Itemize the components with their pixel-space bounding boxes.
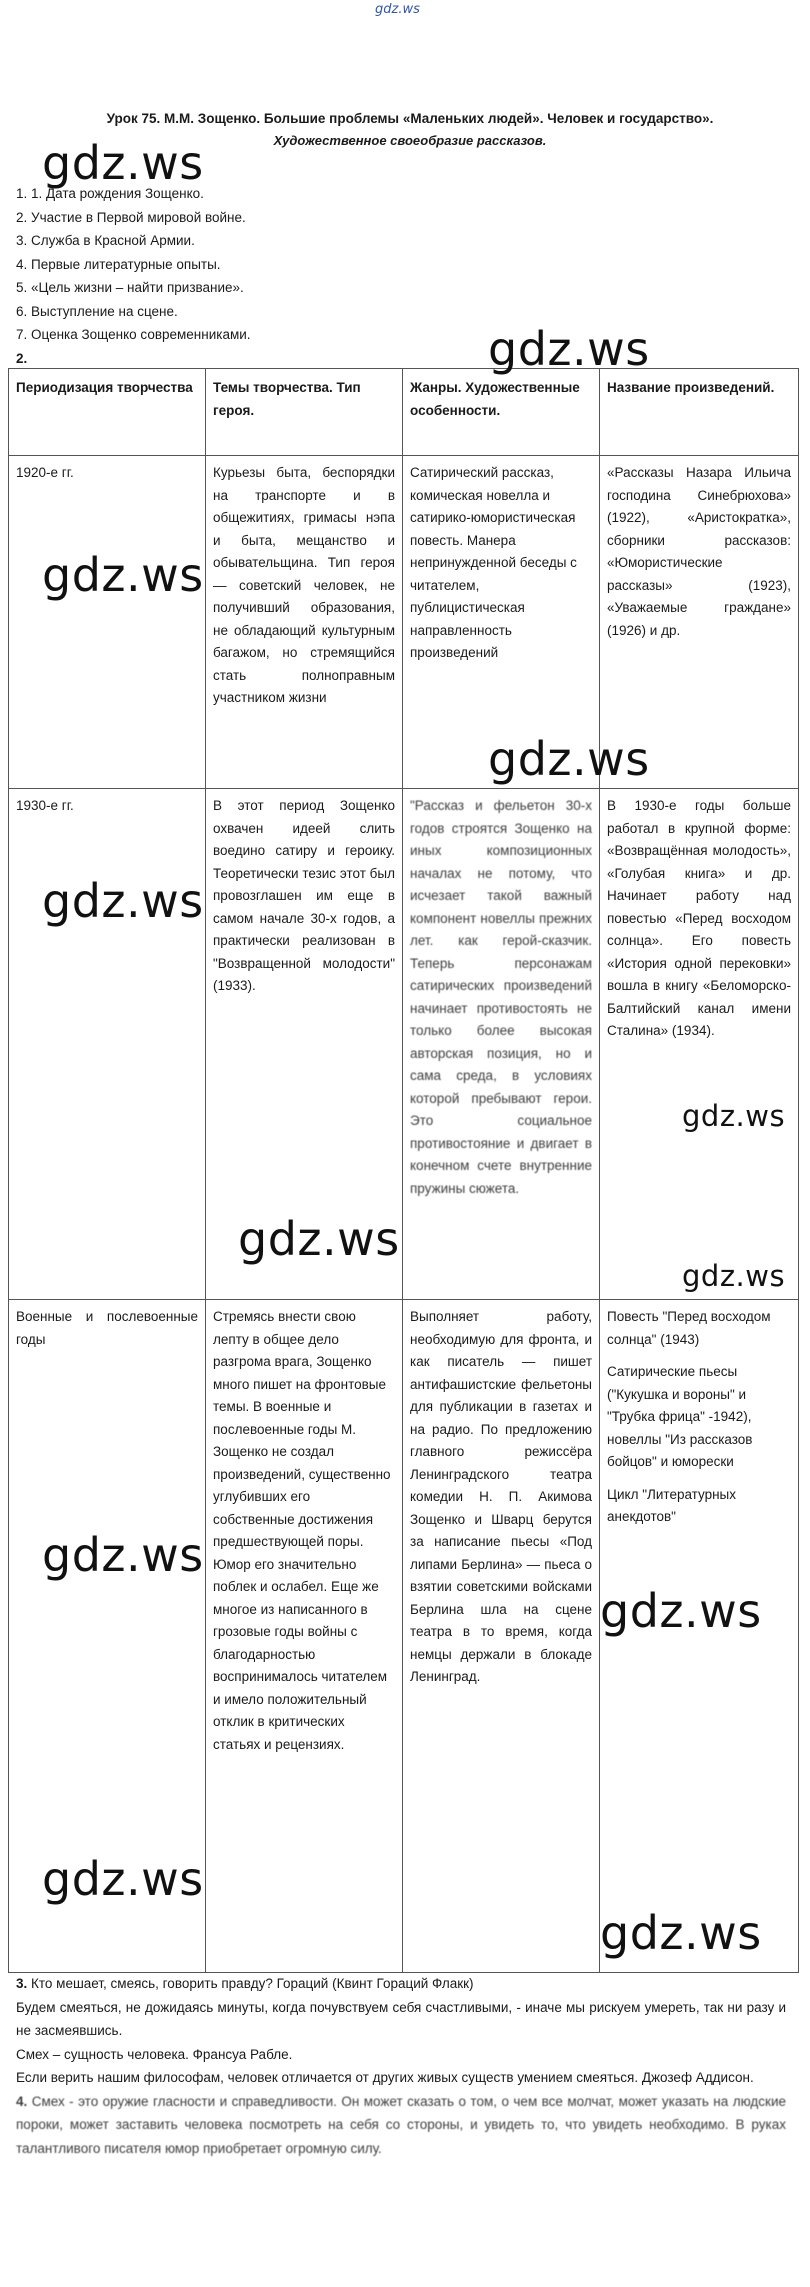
answers-section xyxy=(16,1972,786,2160)
answer-4 xyxy=(16,2090,786,2161)
watermark: gdz.ws xyxy=(42,874,204,928)
answer-3-number: 3. xyxy=(16,1976,28,1991)
genres-cell: Выполняет работу, необходимую для фронта, и как писатель — пишет антифашистские фельетоны для публикации в газетах и на радио. По предложению главного режиссёра Ленинградского театра комедии Н. П. Акимова Зощенко и Шварц берутся за написание пьесы «Под липами Берлина» — пьеса о взятии советскими войсками Берлина шла на сцене театра в то время, когда немцы держали в блокаде Ленинград. xyxy=(403,1300,600,1973)
watermark: gdz.ws xyxy=(42,1852,204,1906)
plan-item: 1. 1. Дата рождения Зощенко. xyxy=(16,186,204,201)
themes-cell: В этот период Зощенко охвачен идеей слить воедино сатиру и героику. Теоретически тезис этот был провозглашен им еще в самом начале 30-х годов, а практически реализован в "Возвращенной молодости" (1933). xyxy=(206,789,403,1300)
works-cell: В 1930-е годы больше работал в крупной форме: «Возвращённая молодость», «Голубая книга» и др. Начинает работу над повестью «Перед восходом солнца». Его повесть «История одной перековки» вошла в книгу «Беломорско-Балтийский канал имени Сталина» (1934). xyxy=(600,789,799,1300)
watermark: gdz.ws xyxy=(682,1099,786,1133)
watermark: gdz.ws xyxy=(682,1259,786,1293)
quote-line: Будем смеяться, не дожидаясь минуты, когда почувствуем себя счастливыми, - иначе мы рискуем умереть, так ни разу и не засмеявшись. xyxy=(16,1999,786,2038)
watermark: gdz.ws xyxy=(238,1212,400,1266)
header-cell: Название произведений. xyxy=(600,369,799,456)
header-cell: Темы творчества. Тип героя. xyxy=(206,369,403,456)
work-entry: Сатирические пьесы ("Кукушка и вороны" и "Трубка фрица" -1942), новеллы "Из рассказов бойцов" и юморески xyxy=(607,1364,753,1469)
table-row xyxy=(9,456,799,789)
watermark: gdz.ws xyxy=(42,548,204,602)
plan-item: 7. Оценка Зощенко современниками. xyxy=(16,327,251,342)
watermark: gdz.ws xyxy=(488,322,650,376)
section-2-label: 2. xyxy=(16,350,28,366)
plan-item: 6. Выступление на сцене. xyxy=(16,303,178,319)
lesson-title-line2: Художественное своеобразие рассказов. xyxy=(273,133,547,148)
plan-item: 4. Первые литературные опыты. xyxy=(16,256,221,272)
answer-4-number: 4. xyxy=(16,2093,28,2109)
work-entry: Повесть "Перед восходом солнца" (1943) xyxy=(607,1309,771,1347)
plan-item: 5. «Цель жизни – найти призвание». xyxy=(16,280,244,295)
work-entry: Цикл "Литературных анекдотов" xyxy=(607,1486,737,1524)
site-logo: gdz.ws xyxy=(375,2,420,17)
watermark: gdz.ws xyxy=(600,1584,762,1638)
watermark: gdz.ws xyxy=(42,1528,204,1582)
watermark: gdz.ws xyxy=(488,732,650,786)
watermark: gdz.ws xyxy=(600,1906,762,1960)
answer-3-heading xyxy=(16,1972,786,1996)
plan-list xyxy=(16,182,251,370)
table-row xyxy=(9,789,799,1300)
table-header-row xyxy=(9,369,799,456)
genres-cell: "Рассказ и фельетон 30-х годов строятся Зощенко на иных композиционных началах не потому, что исчезает такой важный компонент новеллы прежних лет. как герой-сказчик. Теперь персонажам сатирических произведений начинает противостоять не только более высокая авторская позиция, но и сама среда, в условиях которой пребывают герои. Это социальное противостояние и двигает в конечном счете внутренние пружины сюжета. xyxy=(403,789,600,1300)
plan-item: 2. Участие в Первой мировой войне. xyxy=(16,209,246,225)
watermark: gdz.ws xyxy=(42,136,204,190)
quote-line: Смех – сущность человека. Франсуа Рабле. xyxy=(16,2046,293,2062)
plan-item: 3. Служба в Красной Армии. xyxy=(16,233,195,248)
works-cell: «Рассказы Назара Ильича господина Синебрюхова» (1922), «Аристократка», сборники рассказов: «Юмористические рассказы» (1923), «Уважаемые граждане» (1926) и др. xyxy=(600,456,799,789)
period-cell: 1920-е гг. xyxy=(9,456,206,789)
quote-line: Если верить нашим философам, человек отличается от других живых существ умением смеяться. Джозеф Аддисон. xyxy=(16,2070,754,2085)
header-cell: Периодизация творчества xyxy=(9,369,206,456)
answer-4-text: Смех - это оружие гласности и справедливости. Он может сказать о том, о чем все молчат, может указать на людские пороки, может заставить человека посмотреть на себя со стороны, и увидеть то, что увидеть необходимо. В руках талантливого писателя юмор приобретает огромную силу. xyxy=(16,2093,786,2156)
themes-cell: Стремясь внести свою лепту в общее дело разгрома врага, Зощенко много пишет на фронтовые темы. В военные и послевоенные годы М. Зощенко не создал произведений, существенно углубивших его собственные достижения предшествующей поры. Юмор его значительно поблек и ослабел. Еще же многое из написанного в грозовые годы войны с благодарностью воспринималось читателем и имело положительный отклик в критических статьях и рецензиях. xyxy=(206,1300,403,1973)
periodization-table xyxy=(8,368,799,1973)
themes-cell: Курьезы быта, беспорядки на транспорте и в общежитиях, гримасы нэпа и быта, мещанство и обывательщина. Тип героя — советский человек, не получивший образования, не обладающий культурным багажом, но стремящийся стать полноправным участником жизни xyxy=(206,456,403,789)
genres-cell: Сатирический рассказ, комическая новелла и сатирико-юмористическая повесть. Манера непринужденной беседы с читателем, публицистическая направленность произведений xyxy=(403,456,600,789)
answer-3-text: Кто мешает, смеясь, говорить правду? Гораций (Квинт Гораций Флакк) xyxy=(27,1976,474,1991)
period-cell: 1930-е гг. xyxy=(9,789,206,1300)
period-cell: Военные и послевоенные годы xyxy=(9,1300,206,1973)
header-cell: Жанры. Художественные особенности. xyxy=(403,369,600,456)
lesson-title-line1: Урок 75. М.М. Зощенко. Большие проблемы «Маленьких людей». Человек и государство». xyxy=(106,111,714,126)
